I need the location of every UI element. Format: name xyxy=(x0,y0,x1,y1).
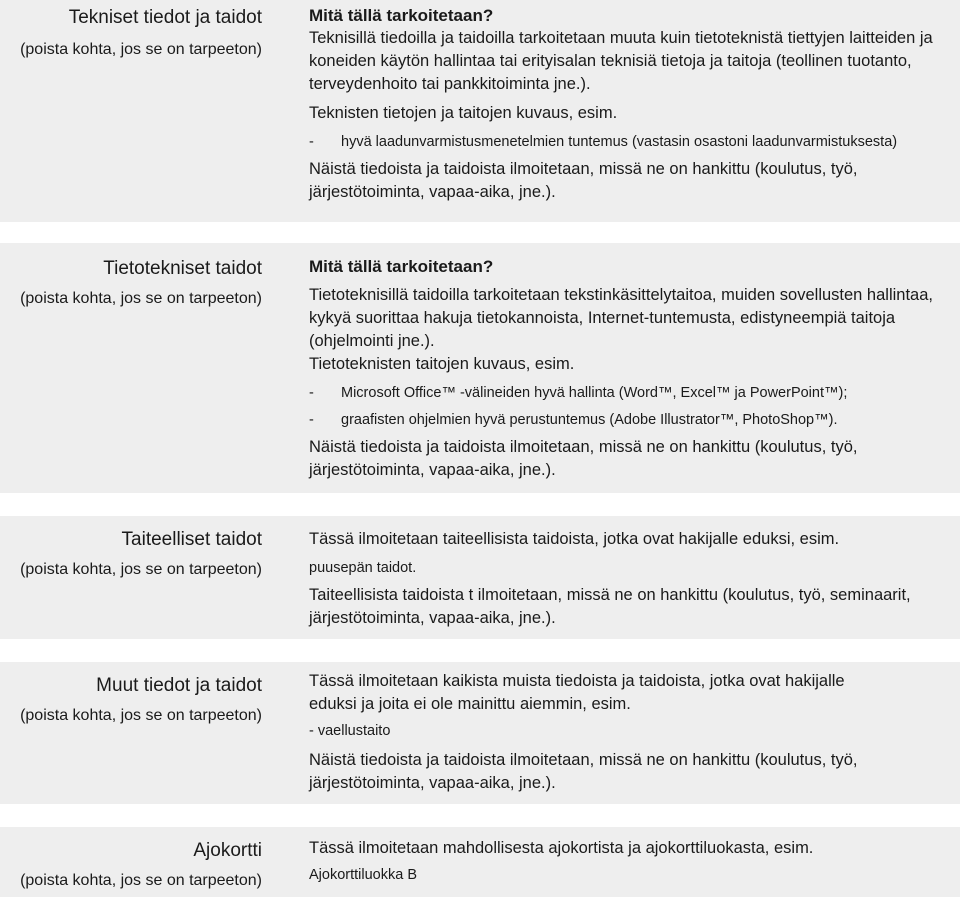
example-heading: Teknisten tietojen ja taitojen kuvaus, esim. xyxy=(309,104,618,122)
bullet-text: hyvä laadunvarmistusmenetelmien tuntemus (vastasin osastoni laadunvarmistuksesta) xyxy=(341,134,898,150)
section-content xyxy=(309,528,949,630)
section-subtitle: (poista kohta, jos se on tarpeeton) xyxy=(20,872,262,889)
source-note: Näistä tiedoista ja taidoista ilmoitetaan, missä ne on hankittu (koulutus, työ, järjestötoiminta, vapaa-aika, jne.). xyxy=(309,751,858,792)
source-note: Näistä tiedoista ja taidoista ilmoitetaan, missä ne on hankittu (koulutus, työ, järjestötoiminta, vapaa-aika, jne.). xyxy=(309,438,858,479)
intro-text: Tässä ilmoitetaan taiteellisista taidoista, jotka ovat hakijalle eduksi, esim. xyxy=(309,530,840,548)
section-title: Muut tiedot ja taidot xyxy=(96,675,262,696)
bullet-text: graafisten ohjelmien hyvä perustuntemus (Adobe Illustrator™, PhotoShop™). xyxy=(341,412,838,428)
section-content xyxy=(309,837,949,887)
section-title: Tekniset tiedot ja taidot xyxy=(68,7,262,28)
bullet-dash: - xyxy=(309,134,314,150)
section-subtitle: (poista kohta, jos se on tarpeeton) xyxy=(20,707,262,724)
section-label xyxy=(0,528,262,582)
section-it-skills xyxy=(0,243,960,493)
example-text: Ajokorttiluokka B xyxy=(309,867,417,883)
section-other-skills xyxy=(0,662,960,804)
section-subtitle: (poista kohta, jos se on tarpeeton) xyxy=(20,290,262,307)
section-driving-licence xyxy=(0,827,960,897)
bullet-item xyxy=(309,382,949,405)
section-label xyxy=(0,839,262,893)
example-text: - vaellustaito xyxy=(309,723,391,739)
section-title: Tietotekniset taidot xyxy=(103,258,262,279)
section-content xyxy=(309,670,949,795)
section-artistic-skills xyxy=(0,516,960,639)
intro-text: Tässä ilmoitetaan mahdollisesta ajokortista ja ajokorttiluokasta, esim. xyxy=(309,839,814,857)
section-content xyxy=(309,4,949,204)
example-heading: Tietoteknisten taitojen kuvaus, esim. xyxy=(309,355,575,373)
section-title: Taiteelliset taidot xyxy=(121,529,262,550)
intro-text: Tässä ilmoitetaan kaikista muista tiedoista ja taidoista, jotka ovat hakijalle eduksi ja joita ei ole mainittu aiemmin, esim. xyxy=(309,672,845,713)
section-content xyxy=(309,255,949,482)
section-subtitle: (poista kohta, jos se on tarpeeton) xyxy=(20,561,262,578)
description-text: Tietoteknisillä taidoilla tarkoitetaan tekstinkäsittelytaitoa, muiden sovellusten hallintaa, kykyä suorittaa hakuja tietokannoista, Internet-tuntemusta, edistyneempiä taitoja (ohjelmointi jne.). xyxy=(309,286,933,350)
description-text: Teknisillä tiedoilla ja taidoilla tarkoitetaan muuta kuin tietoteknistä tiettyjen laitteiden ja koneiden käytön hallintaa tai erityisalan teknisiä tietoja ja taitoja (teollinen tuotanto, terveydenhoito tai pankkitoiminta jne.). xyxy=(309,29,933,93)
section-technical-skills xyxy=(0,0,960,222)
example-text: puusepän taidot. xyxy=(309,560,417,576)
bullet-dash: - xyxy=(309,385,314,401)
bullet-dash: - xyxy=(309,412,314,428)
question-heading: Mitä tällä tarkoitetaan? xyxy=(309,257,494,276)
section-label xyxy=(0,6,262,62)
source-note: Näistä tiedoista ja taidoista ilmoitetaan, missä ne on hankittu (koulutus, työ, järjestötoiminta, vapaa-aika, jne.). xyxy=(309,160,858,201)
source-note: Taiteellisista taidoista t ilmoitetaan, missä ne on hankittu (koulutus, työ, seminaarit, järjestötoiminta, vapaa-aika, jne.). xyxy=(309,586,911,627)
section-title: Ajokortti xyxy=(193,840,262,861)
section-label xyxy=(0,257,262,311)
bullet-text: Microsoft Office™ -välineiden hyvä hallinta (Word™, Excel™ ja PowerPoint™); xyxy=(341,385,848,401)
bullet-item xyxy=(309,131,949,154)
section-label xyxy=(0,674,262,728)
section-subtitle: (poista kohta, jos se on tarpeeton) xyxy=(20,41,262,58)
question-heading: Mitä tällä tarkoitetaan? xyxy=(309,6,494,25)
bullet-item xyxy=(309,409,949,432)
